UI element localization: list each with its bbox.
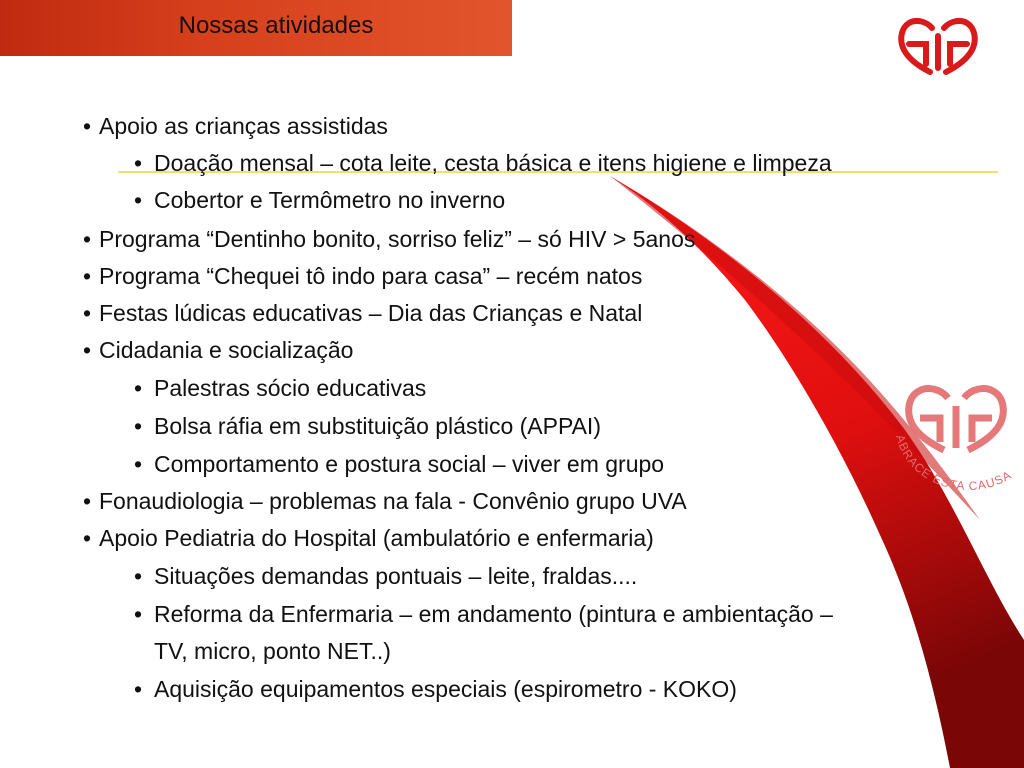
- list-item: • Cobertor e Termômetro no inverno: [154, 182, 505, 218]
- bullet-icon: •: [83, 525, 92, 551]
- list-item: • Aquisição equipamentos especiais (espirometro - KOKO): [154, 671, 737, 707]
- list-item: • Apoio Pediatria do Hospital (ambulatório e enfermaria): [99, 520, 654, 556]
- list-item: • Reforma da Enfermaria – em andamento (pintura e ambientação –: [154, 596, 833, 632]
- bullet-icon: •: [83, 488, 92, 514]
- list-item: • Comportamento e postura social – viver em grupo: [154, 446, 664, 482]
- bullet-icon: •: [83, 337, 92, 363]
- bullet-icon: •: [83, 263, 92, 289]
- list-item: • Festas lúdicas educativas – Dia das Crianças e Natal: [99, 295, 642, 331]
- bullet-icon: •: [134, 150, 143, 176]
- list-item: • Fonaudiologia – problemas na fala - Convênio grupo UVA: [99, 483, 687, 519]
- bullet-icon: •: [83, 113, 92, 139]
- bullet-icon: •: [134, 676, 143, 702]
- list-item-continuation: TV, micro, ponto NET..): [154, 638, 391, 664]
- bullet-icon: •: [134, 375, 143, 401]
- list-item: • Apoio as crianças assistidas: [99, 108, 388, 144]
- watermark-text: ABRACE ESTA CAUSA: [893, 432, 1015, 494]
- list-item: • Programa “Dentinho bonito, sorriso feliz” – só HIV > 5anos: [99, 221, 695, 257]
- bullet-icon: •: [134, 563, 143, 589]
- bullet-icon: •: [134, 451, 143, 477]
- bullet-icon: •: [134, 413, 143, 439]
- list-item: • Situações demandas pontuais – leite, fraldas....: [154, 558, 637, 594]
- slide-title: Nossas atividades: [178, 12, 374, 39]
- bullet-icon: •: [83, 226, 92, 252]
- list-item: • Doação mensal – cota leite, cesta básica e itens higiene e limpeza: [154, 145, 832, 181]
- list-item: • Cidadania e socialização: [99, 332, 353, 368]
- list-item: • Bolsa ráfia em substituição plástico (APPAI): [154, 408, 601, 444]
- bullet-icon: •: [83, 300, 92, 326]
- list-item: • Palestras sócio educativas: [154, 370, 426, 406]
- bullet-icon: •: [134, 601, 143, 627]
- list-item: • Programa “Chequei tô indo para casa” – recém natos: [99, 258, 642, 294]
- bullet-icon: •: [134, 187, 143, 213]
